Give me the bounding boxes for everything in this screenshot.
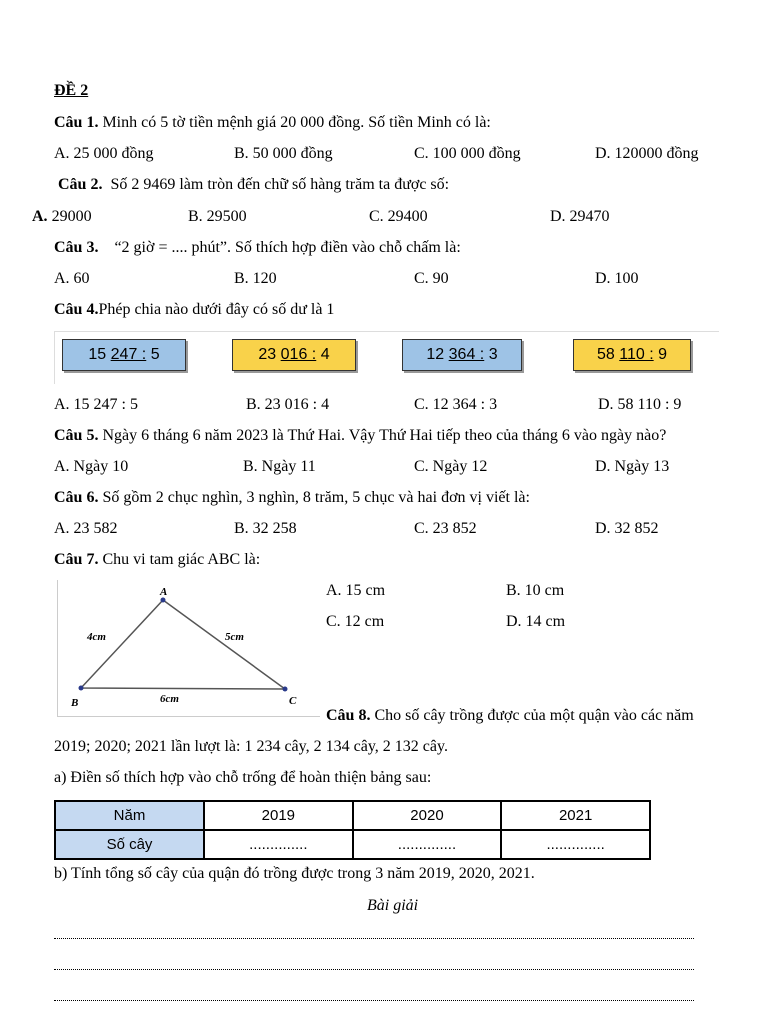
box-text-underlined: 247 : [110, 346, 147, 363]
part-b-instruction: b) Tính tổng số cây của quận đó trồng được trong 3 năm 2019, 2020, 2021. [54, 865, 535, 882]
table-cell: 2020 [353, 801, 502, 830]
question-text: Phép chia nào dưới đây có số dư là 1 [98, 301, 335, 318]
question-2 [58, 176, 449, 194]
option-c: C. 29400 [369, 208, 428, 225]
option-a: A. 15 247 : 5 [54, 396, 138, 413]
option-a: A. 60 [54, 270, 90, 287]
box-text-underlined: 016 : [280, 346, 317, 363]
exam-title: ĐỀ 2 [54, 82, 89, 99]
question-label: Câu 4. [54, 301, 99, 318]
question-text: Số 2 9469 làm tròn đến chữ số hàng trăm ta được số: [110, 176, 450, 193]
division-box-1 [62, 339, 186, 371]
vertex-a-label: A [160, 586, 168, 598]
question-4 [54, 301, 334, 319]
question-5 [54, 427, 666, 445]
option-a [32, 208, 92, 226]
question-text: Cho số cây trồng được của một quận vào các năm [374, 707, 694, 724]
option-a: A. Ngày 10 [54, 458, 129, 475]
vertex-b-label: B [71, 697, 79, 709]
question-text: Minh có 5 tờ tiền mệnh giá 20 000 đồng. Số tiền Minh có là: [102, 114, 491, 131]
option-d: D. 14 cm [506, 613, 566, 630]
question-3 [54, 239, 461, 257]
question-label: Câu 7. [54, 551, 99, 568]
box-text-before: 12 [426, 346, 449, 363]
vertex-b-point [79, 686, 84, 691]
answer-line-1[interactable] [54, 936, 694, 939]
part-a-instruction: a) Điền số thích hợp vào chỗ trống để hoàn thiện bảng sau: [54, 769, 432, 786]
table-header-tree-count: Số cây [55, 830, 204, 859]
option-c: C. 100 000 đồng [414, 145, 521, 162]
question-text: Số gồm 2 chục nghìn, 3 nghìn, 8 trăm, 5 chục và hai đơn vị viết là: [102, 489, 530, 506]
option-b: B. Ngày 11 [243, 458, 316, 475]
table-header-year: Năm [55, 801, 204, 830]
option-d: D. 32 852 [595, 520, 659, 537]
solution-title: Bài giải [367, 897, 419, 914]
option-a: A. 23 582 [54, 520, 118, 537]
box-text-after: 5 [146, 346, 160, 363]
option-b: B. 120 [234, 270, 277, 287]
table-cell: 2021 [501, 801, 650, 830]
question-label: Câu 3. [54, 239, 99, 256]
option-b: B. 32 258 [234, 520, 297, 537]
question-7 [54, 551, 260, 569]
option-c: C. Ngày 12 [414, 458, 488, 475]
option-d: D. 120000 đồng [595, 145, 699, 162]
vertex-a-point [161, 598, 166, 603]
option-d: D. 100 [595, 270, 639, 287]
side-bc-label: 6cm [160, 693, 179, 705]
box-text-underlined: 110 : [619, 346, 654, 363]
question-label: Câu 6. [54, 489, 99, 506]
box-text-after: 4 [316, 346, 330, 363]
tree-count-table [54, 800, 651, 860]
table-blank-cell[interactable]: .............. [501, 830, 650, 859]
option-c: C. 90 [414, 270, 449, 287]
option-d: D. 58 110 : 9 [598, 396, 682, 413]
division-box-3 [402, 339, 522, 371]
triangle-figure [57, 580, 319, 716]
vertex-c-label: C [289, 695, 297, 707]
option-b: B. 23 016 : 4 [246, 396, 330, 413]
question-1 [54, 114, 491, 132]
answer-line-3[interactable] [54, 998, 694, 1001]
box-text-before: 23 [258, 346, 281, 363]
option-value: 29000 [51, 208, 92, 225]
question-6 [54, 489, 530, 507]
box-text-after: 3 [484, 346, 498, 363]
question-label: Câu 5. [54, 427, 99, 444]
question-label: Câu 1. [54, 114, 99, 131]
answer-line-2[interactable] [54, 967, 694, 970]
question-text: Chu vi tam giác ABC là: [102, 551, 261, 568]
box-text-before: 58 [597, 346, 620, 363]
option-letter: A. [32, 208, 48, 225]
option-d: D. Ngày 13 [595, 458, 670, 475]
question-8 [326, 707, 694, 725]
option-a: A. 25 000 đồng [54, 145, 154, 162]
question-8-continued: 2019; 2020; 2021 lần lượt là: 1 234 cây, 2 134 cây, 2 132 cây. [54, 738, 448, 755]
option-c: C. 23 852 [414, 520, 477, 537]
option-b: B. 10 cm [506, 582, 565, 599]
option-b: B. 29500 [188, 208, 247, 225]
table-row [55, 830, 650, 859]
triangle-abc [81, 600, 285, 689]
table-blank-cell[interactable]: .............. [204, 830, 353, 859]
vertex-c-point [283, 687, 288, 692]
division-box-4 [573, 339, 691, 371]
table-cell: 2019 [204, 801, 353, 830]
side-ac-label: 5cm [225, 631, 244, 643]
box-text-underlined: 364 : [448, 346, 485, 363]
option-a: A. 15 cm [326, 582, 386, 599]
box-text-after: 9 [653, 346, 667, 363]
side-ab-label: 4cm [87, 631, 106, 643]
option-b: B. 50 000 đồng [234, 145, 333, 162]
division-box-2 [232, 339, 356, 371]
option-c: C. 12 cm [326, 613, 385, 630]
box-text-before: 15 [88, 346, 111, 363]
table-blank-cell[interactable]: .............. [353, 830, 502, 859]
question-label: Câu 8. [326, 707, 371, 724]
table-row [55, 801, 650, 830]
option-c: C. 12 364 : 3 [414, 396, 498, 413]
option-d: D. 29470 [550, 208, 610, 225]
question-text: Ngày 6 tháng 6 năm 2023 là Thứ Hai. Vậy Thứ Hai tiếp theo của tháng 6 vào ngày nào? [102, 427, 667, 444]
question-text: “2 giờ = .... phút”. Số thích hợp điền vào chỗ chấm là: [114, 239, 461, 256]
question-label: Câu 2. [58, 176, 103, 193]
